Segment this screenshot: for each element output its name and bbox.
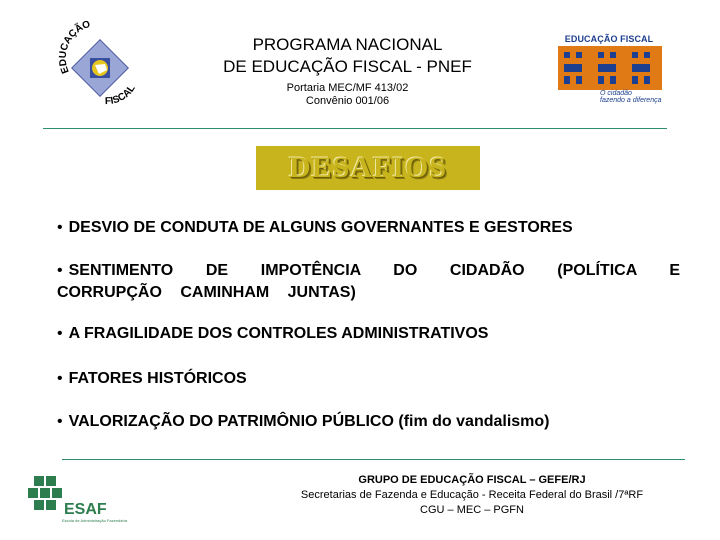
header-divider <box>43 128 667 129</box>
bullet-dot: • <box>57 219 63 236</box>
bullet-text: FATORES HISTÓRICOS <box>68 370 247 387</box>
bullet-dot: • <box>57 262 63 279</box>
bullet-item <box>57 217 680 239</box>
esaf-logo-subtext: Escola de Administração Fazendária <box>62 518 127 523</box>
bullet-text: DESVIO DE CONDUTA DE ALGUNS GOVERNANTES E GESTORES <box>68 219 573 236</box>
bullet-text: VALORIZAÇÃO DO PATRIMÔNIO PÚBLICO (fim do vandalismo) <box>68 413 550 430</box>
bullet-item <box>57 368 680 390</box>
bullet-item <box>57 323 680 345</box>
left-logo-text-bottom: FISCAL <box>104 83 138 108</box>
footer-line-3: CGU – MEC – PGFN <box>420 504 524 516</box>
footer-divider <box>62 459 685 460</box>
bullet-text: A FRAGILIDADE DOS CONTROLES ADMINISTRATIVOS <box>68 325 489 342</box>
footer-line-2: Secretarias de Fazenda e Educação - Receita Federal do Brasil /7ªRF <box>300 489 644 501</box>
educacao-fiscal-logo-left <box>55 20 145 110</box>
banner-title: DESAFIOS <box>288 151 448 184</box>
esaf-logo <box>24 470 146 524</box>
esaf-logo-text: ESAF <box>64 501 107 518</box>
left-logo-text-top: EDUCAÇÃO <box>57 20 92 75</box>
desafios-banner <box>256 146 480 190</box>
bullet-text: SENTIMENTO DE IMPOTÊNCIA DO CIDADÃO (POLÍTICA E CORRUPÇÃO CAMINHAM JUNTAS) <box>57 262 680 301</box>
header-title-block <box>170 34 525 108</box>
footer-text-block <box>255 473 689 518</box>
right-logo-caption <box>600 90 662 104</box>
footer-line-1: GRUPO DE EDUCAÇÃO FISCAL – GEFE/RJ <box>358 474 586 486</box>
bullet-dot: • <box>57 413 63 430</box>
educacao-fiscal-logo-right <box>556 32 662 108</box>
title-line-1: PROGRAMA NACIONAL <box>252 35 443 54</box>
bullet-item <box>57 260 680 304</box>
convenio-line: Convênio 001/06 <box>305 95 390 107</box>
right-logo-caption-line-1: O cidadão <box>600 90 632 97</box>
portaria-line: Portaria MEC/MF 413/02 <box>286 82 409 94</box>
bullet-item <box>57 411 680 433</box>
right-logo-title: EDUCAÇÃO FISCAL <box>564 34 654 44</box>
bullet-dot: • <box>57 370 63 387</box>
title-line-2: DE EDUCAÇÃO FISCAL - PNEF <box>223 57 472 76</box>
bullet-dot: • <box>57 325 63 342</box>
right-logo-caption-line-2: fazendo a diferença <box>600 97 662 104</box>
